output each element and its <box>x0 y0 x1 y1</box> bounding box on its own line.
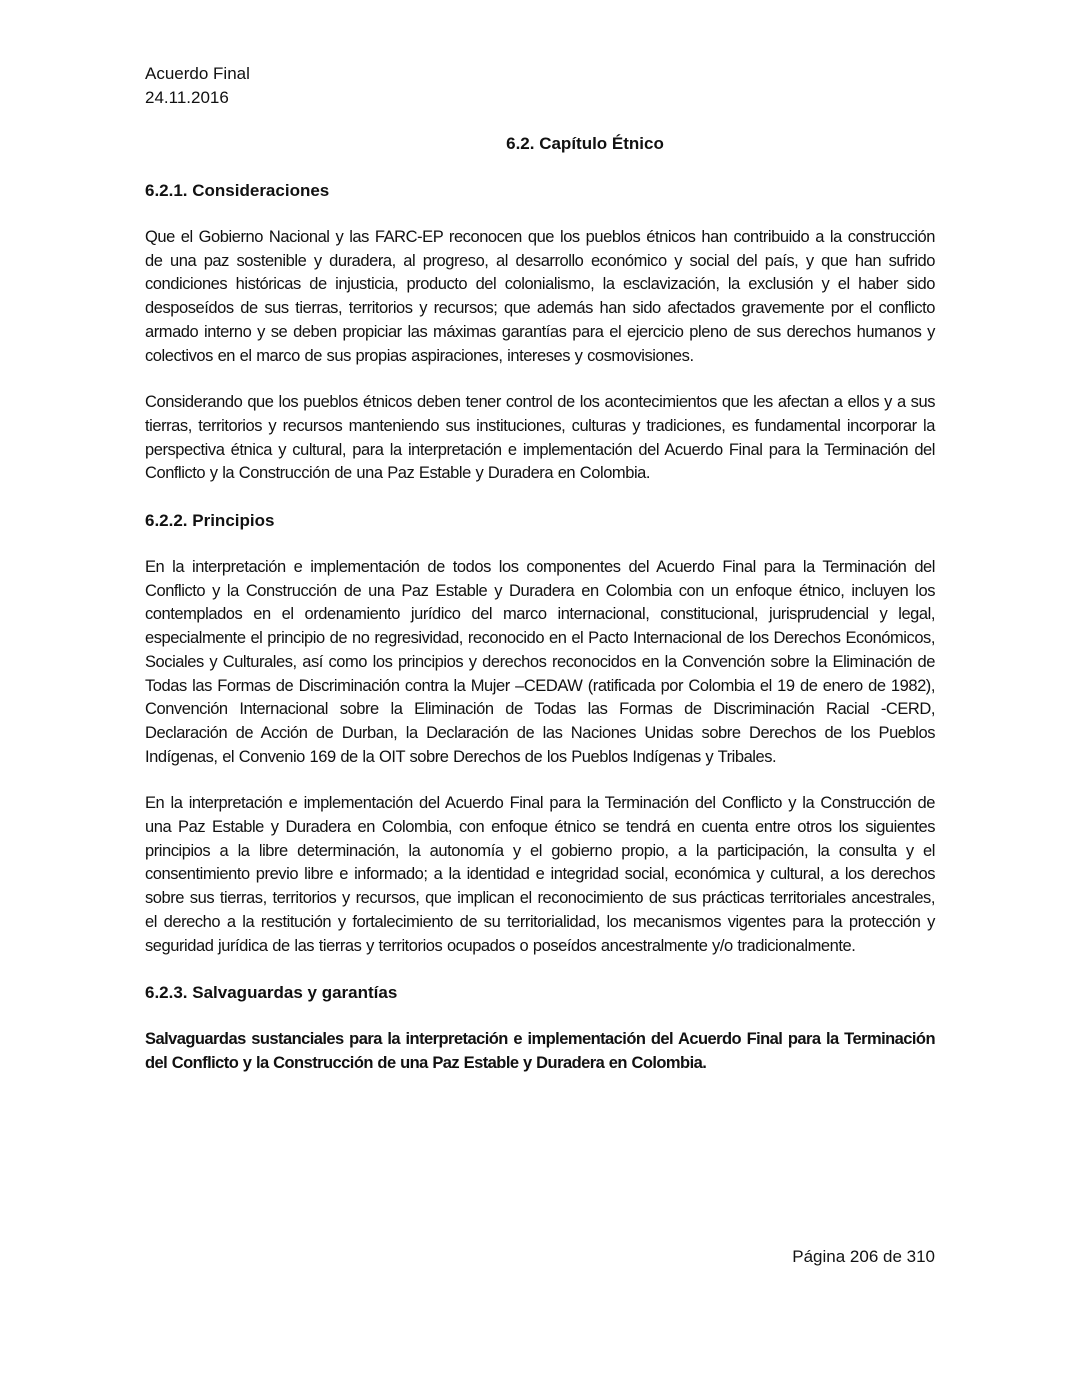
paragraph-principios-2: En la interpretación e implementación del Acuerdo Final para la Terminación del Conflicto y la Construcción de una Paz Estable y Duradera en Colombia, con enfoque étnico se tendrá en cuenta entre otros los siguientes principios a la libre determinación, la autonomía y el gobierno propio, a la participación, la consulta y el consentimiento previo libre e informado; a la identidad e integridad social, económica y cultural, a los derechos sobre sus tierras, territorios y recursos, que implican el reconocimiento de sus prácticas territoriales ancestrales, el derecho a la restitución y fortalecimiento de su territorialidad, los mecanismos vigentes para la protección y seguridad jurídica de las tierras y territorios ocupados o poseídos ancestralmente y/o tradicionalmente. <box>145 794 935 955</box>
chapter-title: 6.2. Capítulo Étnico <box>506 134 664 153</box>
page-number: Página 206 de 310 <box>792 1247 935 1266</box>
section-heading-consideraciones: 6.2.1. Consideraciones <box>145 181 330 200</box>
document-date: 24.11.2016 <box>145 88 229 107</box>
paragraph-principios-1: En la interpretación e implementación de todos los componentes del Acuerdo Final para la Terminación del Conflicto y la Construcción de una Paz Estable y Duradera en Colombia con un enfoque étnico, incluyen los contemplados en el ordenamiento jurídico del marco internacional, constitucional, jurisprudencial y legal, especialmente el principio de no regresividad, reconocido en el Pacto Internacional de los Derechos Económicos, Sociales y Culturales, así como los principios y derechos reconocidos en la Convención sobre la Eliminación de Todas las Formas de Discriminación contra la Mujer –CEDAW (ratificada por Colombia el 19 de enero de 1982), Convención Internacional sobre la Eliminación de Todas las Formas de Discriminación Racial -CERD, Declaración de Acción de Durban, la Declaración de las Naciones Unidas sobre Derechos de los Pueblos Indígenas, el Convenio 169 de la OIT sobre Derechos de los Pueblos Indígenas y Tribales. <box>145 558 935 766</box>
paragraph-salvaguardas-1: Salvaguardas sustanciales para la interpretación e implementación del Acuerdo Final para la Terminación del Conflicto y la Construcción de una Paz Estable y Duradera en Colombia. <box>145 1030 935 1072</box>
paragraph-consideraciones-2: Considerando que los pueblos étnicos deben tener control de los acontecimientos que les afectan a ellos y a sus tierras, territorios y recursos manteniendo sus instituciones, culturas y tradiciones, es fundamental incorporar la perspectiva étnica y cultural, para la interpretación e implementación del Acuerdo Final para la Terminación del Conflicto y la Construcción de una Paz Estable y Duradera en Colombia. <box>145 393 935 483</box>
paragraph-consideraciones-1: Que el Gobierno Nacional y las FARC-EP reconocen que los pueblos étnicos han contribuido a la construcción de una paz sostenible y duradera, al progreso, al desarrollo económico y social del país, y que han sufrido condiciones históricas de injusticia, producto del colonialismo, la esclavización, la exclusión y el haber sido desposeídos de sus tierras, territorios y recursos; que además han sido afectados gravemente por el conflicto armado interno y se deben propiciar las máximas garantías para el ejercicio pleno de sus derechos humanos y colectivos en el marco de sus propias aspiraciones, intereses y cosmovisiones. <box>145 228 935 365</box>
section-heading-salvaguardas: 6.2.3. Salvaguardas y garantías <box>145 983 398 1003</box>
document-page <box>145 62 935 1076</box>
section-heading-principios: 6.2.2. Principios <box>145 511 275 531</box>
document-title: Acuerdo Final <box>145 64 250 83</box>
